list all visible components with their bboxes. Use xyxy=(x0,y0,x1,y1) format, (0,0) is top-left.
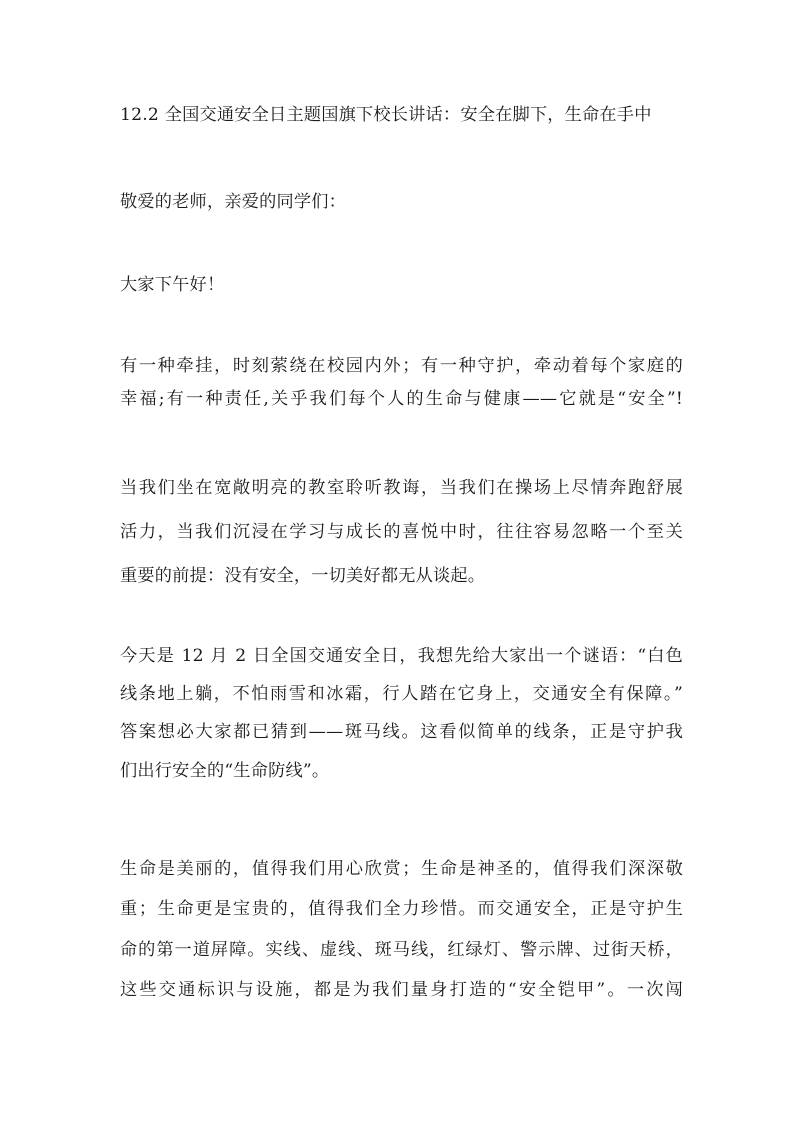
paragraph-line: 有一种牵挂，时刻萦绕在校园内外；有一种守护，牵动着每个家庭的 xyxy=(120,356,683,376)
paragraph-line: 命的第一道屏障。实线、虚线、斑马线，红绿灯、警示牌、过街天桥， xyxy=(120,940,683,960)
paragraph-line: 今天是 12 月 2 日全国交通安全日，我想先给大家出一个谜语：“白色 xyxy=(120,646,683,666)
greeting: 大家下午好！ xyxy=(120,275,225,295)
paragraph-line: 活力，当我们沉浸在学习与成长的喜悦中时，往往容易忽略一个至关 xyxy=(120,522,683,542)
paragraph-line: 当我们坐在宽敞明亮的教室聆听教诲，当我们在操场上尽情奔跑舒展 xyxy=(120,478,683,498)
paragraph-line: 重；生命更是宝贵的，值得我们全力珍惜。而交通安全，正是守护生 xyxy=(120,899,683,919)
paragraph-line: 这些交通标识与设施，都是为我们量身打造的“安全铠甲”。一次闯 xyxy=(120,980,683,1000)
paragraph-line: 幸福;有一种责任,关乎我们每个人的生命与健康——它就是“安全”! xyxy=(120,389,683,409)
paragraph-line: 们出行安全的“生命防线”。 xyxy=(120,761,330,781)
document-title: 12.2 全国交通安全日主题国旗下校长讲话：安全在脚下，生命在手中 xyxy=(120,105,652,125)
paragraph-line: 生命是美丽的，值得我们用心欣赏；生命是神圣的，值得我们深深敬 xyxy=(120,859,683,879)
paragraph-line: 线条地上躺，不怕雨雪和冰霜，行人踏在它身上，交通安全有保障。” xyxy=(120,684,683,704)
paragraph-line: 重要的前提：没有安全，一切美好都无从谈起。 xyxy=(120,566,486,586)
paragraph-line: 答案想必大家都已猜到——斑马线。这看似简单的线条，正是守护我 xyxy=(120,722,683,742)
salutation: 敬爱的老师，亲爱的同学们： xyxy=(120,192,347,212)
